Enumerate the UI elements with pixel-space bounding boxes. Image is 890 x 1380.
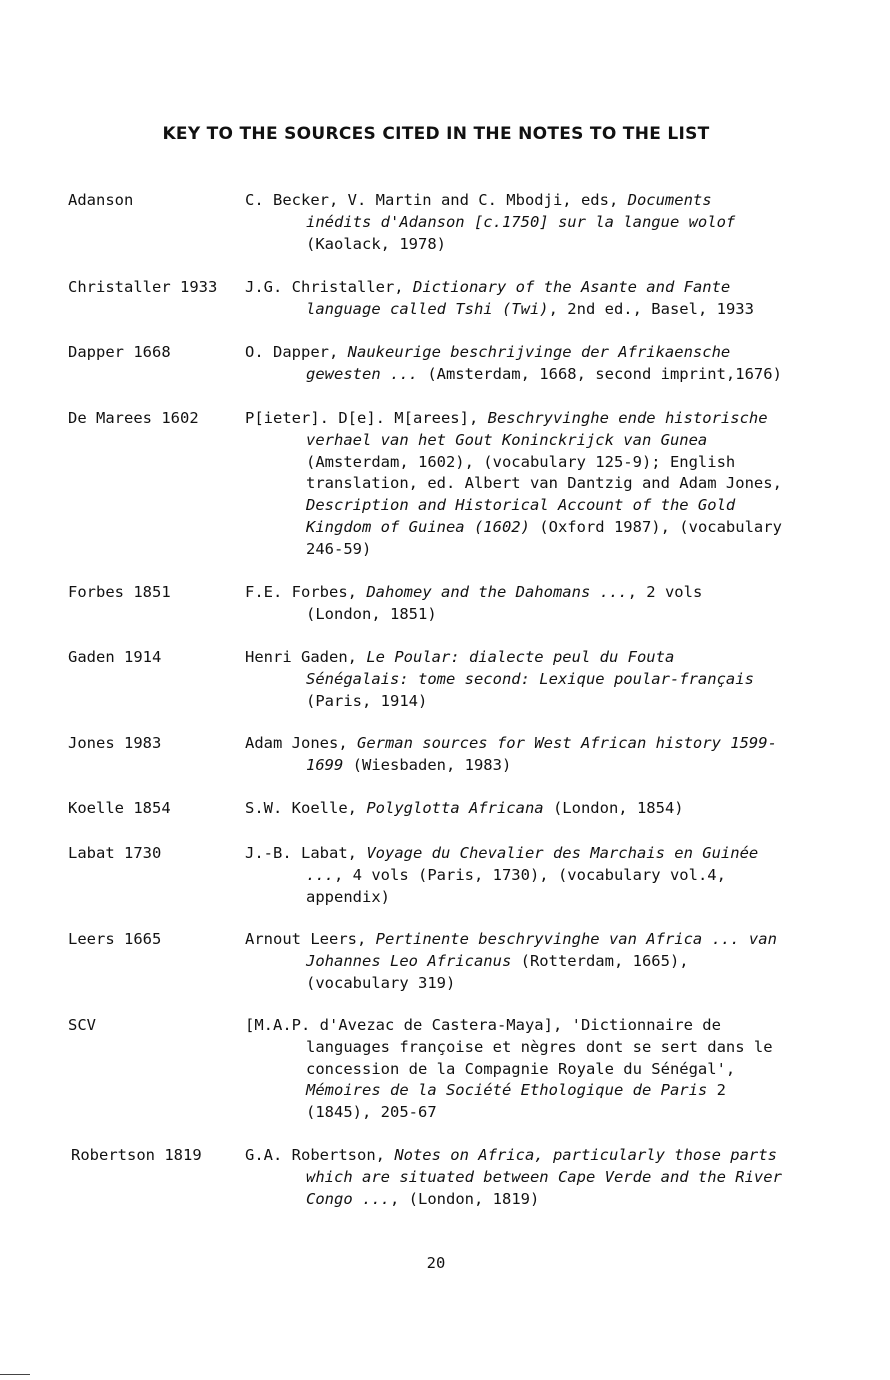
source-citation (245, 190, 820, 255)
citation-title-text: gewesten ... (306, 364, 418, 383)
citation-text: G.A. Robertson, (245, 1146, 395, 1164)
source-key: Leers 1665 (68, 930, 162, 948)
citation-text: concession de la Compagnie Royale du Sénégal', (306, 1059, 736, 1078)
citation-line (245, 1037, 820, 1059)
citation-line (245, 277, 820, 299)
citation-text: (Oxford 1987), (vocabulary (529, 517, 782, 536)
source-citation (245, 1015, 820, 1124)
citation-text: J.G. Christaller, (245, 278, 413, 296)
citation-title-text: verhael van het Gout Koninckrijck van Gunea (306, 430, 708, 449)
source-citation (245, 408, 820, 561)
citation-title-text: Congo ... (306, 1189, 390, 1208)
scan-edge-mark (0, 1374, 30, 1375)
citation-text: Arnout Leers, (245, 930, 376, 948)
source-citation (245, 342, 820, 386)
citation-line (245, 929, 820, 951)
citation-line (245, 1167, 820, 1189)
citation-line (245, 1015, 820, 1037)
source-key: Labat 1730 (68, 844, 162, 862)
citation-title-text: 1699 (306, 755, 344, 774)
citation-title-text: Sénégalais: tome second: Lexique poular-français (306, 669, 754, 688)
citation-title-text: German sources for West African history 1599- (356, 734, 777, 752)
citation-line (245, 190, 820, 212)
citation-title-text: Beschryvinghe ende historische (487, 409, 768, 427)
source-citation (245, 277, 820, 321)
source-key: Christaller 1933 (68, 278, 218, 296)
source-key: Koelle 1854 (68, 799, 171, 817)
citation-line (245, 755, 820, 777)
citation-line (245, 1145, 820, 1167)
citation-text: P[ieter]. D[e]. M[arees], (245, 409, 488, 427)
source-citation (245, 582, 820, 626)
citation-text: (Rotterdam, 1665), (511, 951, 689, 970)
source-citation (245, 929, 820, 994)
citation-line (245, 495, 820, 517)
citation-line (245, 364, 820, 386)
citation-line (245, 517, 820, 539)
citation-text: , 4 vols (Paris, 1730), (vocabulary vol.4, (334, 865, 726, 884)
citation-line (245, 733, 820, 755)
citation-title-text: Dictionary of the Asante and Fante (412, 278, 731, 296)
source-key: SCV (68, 1016, 96, 1034)
citation-line (245, 408, 820, 430)
citation-line (245, 887, 820, 909)
citation-text: appendix) (306, 887, 390, 906)
citation-line (245, 798, 820, 820)
source-citation (245, 843, 820, 908)
citation-line (245, 430, 820, 452)
citation-line (245, 691, 820, 713)
source-key: Forbes 1851 (68, 583, 171, 601)
citation-text: languages françoise et nègres dont se sert dans le (306, 1037, 773, 1056)
source-citation (245, 798, 820, 820)
citation-text: (Amsterdam, 1668, second imprint,1676) (417, 364, 782, 383)
citation-text: 2 (707, 1081, 726, 1100)
citation-title-text: Notes on Africa, particularly those parts (394, 1146, 777, 1164)
citation-line (245, 539, 820, 561)
source-key: De Marees 1602 (68, 409, 199, 427)
citation-line (245, 452, 820, 474)
citation-text: S.W. Koelle, (245, 799, 367, 817)
citation-text: O. Dapper, (245, 343, 348, 361)
citation-title-text: ... (306, 865, 334, 884)
source-citation (245, 647, 820, 712)
citation-text: Henri Gaden, (245, 648, 367, 666)
source-key: Dapper 1668 (68, 343, 171, 361)
citation-line (245, 973, 820, 995)
citation-line (245, 951, 820, 973)
citation-text: , 2nd ed., Basel, 1933 (548, 299, 754, 318)
citation-text: F.E. Forbes, (245, 583, 367, 601)
citation-title-text: language called Tshi (Twi) (306, 299, 549, 318)
citation-line (245, 234, 820, 256)
citation-line (245, 669, 820, 691)
source-key: Gaden 1914 (68, 648, 162, 666)
citation-text: translation, ed. Albert van Dantzig and Adam Jones, (306, 474, 782, 493)
citation-line (245, 843, 820, 865)
citation-line (245, 342, 820, 364)
citation-title-text: Dahomey and the Dahomans ... (366, 583, 628, 601)
citation-line (245, 212, 820, 234)
citation-title-text: Johannes Leo Africanus (306, 951, 512, 970)
citation-line (245, 1080, 820, 1102)
source-key: Adanson (68, 191, 134, 209)
citation-text: J.-B. Labat, (245, 844, 367, 862)
page-number: 20 (426, 1254, 446, 1272)
source-citation (245, 733, 820, 777)
citation-text: , 2 vols (627, 583, 703, 601)
page-title: KEY TO THE SOURCES CITED IN THE NOTES TO THE LIST (162, 124, 710, 144)
citation-text: (Paris, 1914) (306, 691, 428, 710)
citation-line (245, 1059, 820, 1081)
source-key: Jones 1983 (68, 734, 162, 752)
citation-title-text: inédits d'Adanson [c.1750] sur la langue wolof (306, 212, 736, 231)
citation-title-text: which are situated between Cape Verde and the River (306, 1167, 782, 1186)
citation-title-text: Le Poular: dialecte peul du Fouta (366, 648, 675, 666)
citation-text: (Amsterdam, 1602), (vocabulary 125-9); English (306, 452, 736, 471)
citation-text: (vocabulary 319) (306, 973, 456, 992)
citation-text: [M.A.P. d'Avezac de Castera-Maya], 'Dictionnaire de (245, 1016, 721, 1034)
citation-text: Adam Jones, (245, 734, 357, 752)
citation-title-text: Description and Historical Account of the Gold (306, 496, 736, 515)
citation-line (245, 473, 820, 495)
citation-line (245, 582, 820, 604)
citation-text: (London, 1851) (306, 604, 437, 623)
citation-text: (London, 1854) (543, 799, 684, 817)
citation-line (245, 1189, 820, 1211)
citation-title-text: Mémoires de la Société Ethologique de Paris (306, 1081, 708, 1100)
citation-text: (Kaolack, 1978) (306, 234, 446, 253)
citation-line (245, 604, 820, 626)
citation-title-text: Pertinente beschryvinghe van Africa ... van (375, 930, 777, 948)
citation-text: , (London, 1819) (390, 1189, 540, 1208)
citation-line (245, 1102, 820, 1124)
citation-title-text: Documents (627, 191, 712, 209)
source-key: Robertson 1819 (71, 1146, 202, 1164)
citation-title-text: Voyage du Chevalier des Marchais en Guinée (366, 844, 759, 862)
citation-text: 246-59) (306, 539, 372, 558)
citation-title-text: Naukeurige beschrijvinge der Afrikaensche (347, 343, 731, 361)
citation-text: (1845), 205-67 (306, 1103, 437, 1122)
citation-line (245, 865, 820, 887)
citation-text: (Wiesbaden, 1983) (343, 755, 512, 774)
citation-line (245, 299, 820, 321)
citation-title-text: Kingdom of Guinea (1602) (306, 517, 530, 536)
citation-text: C. Becker, V. Martin and C. Mbodji, eds, (245, 191, 628, 209)
source-citation (245, 1145, 820, 1210)
citation-line (245, 647, 820, 669)
citation-title-text: Polyglotta Africana (366, 799, 544, 817)
